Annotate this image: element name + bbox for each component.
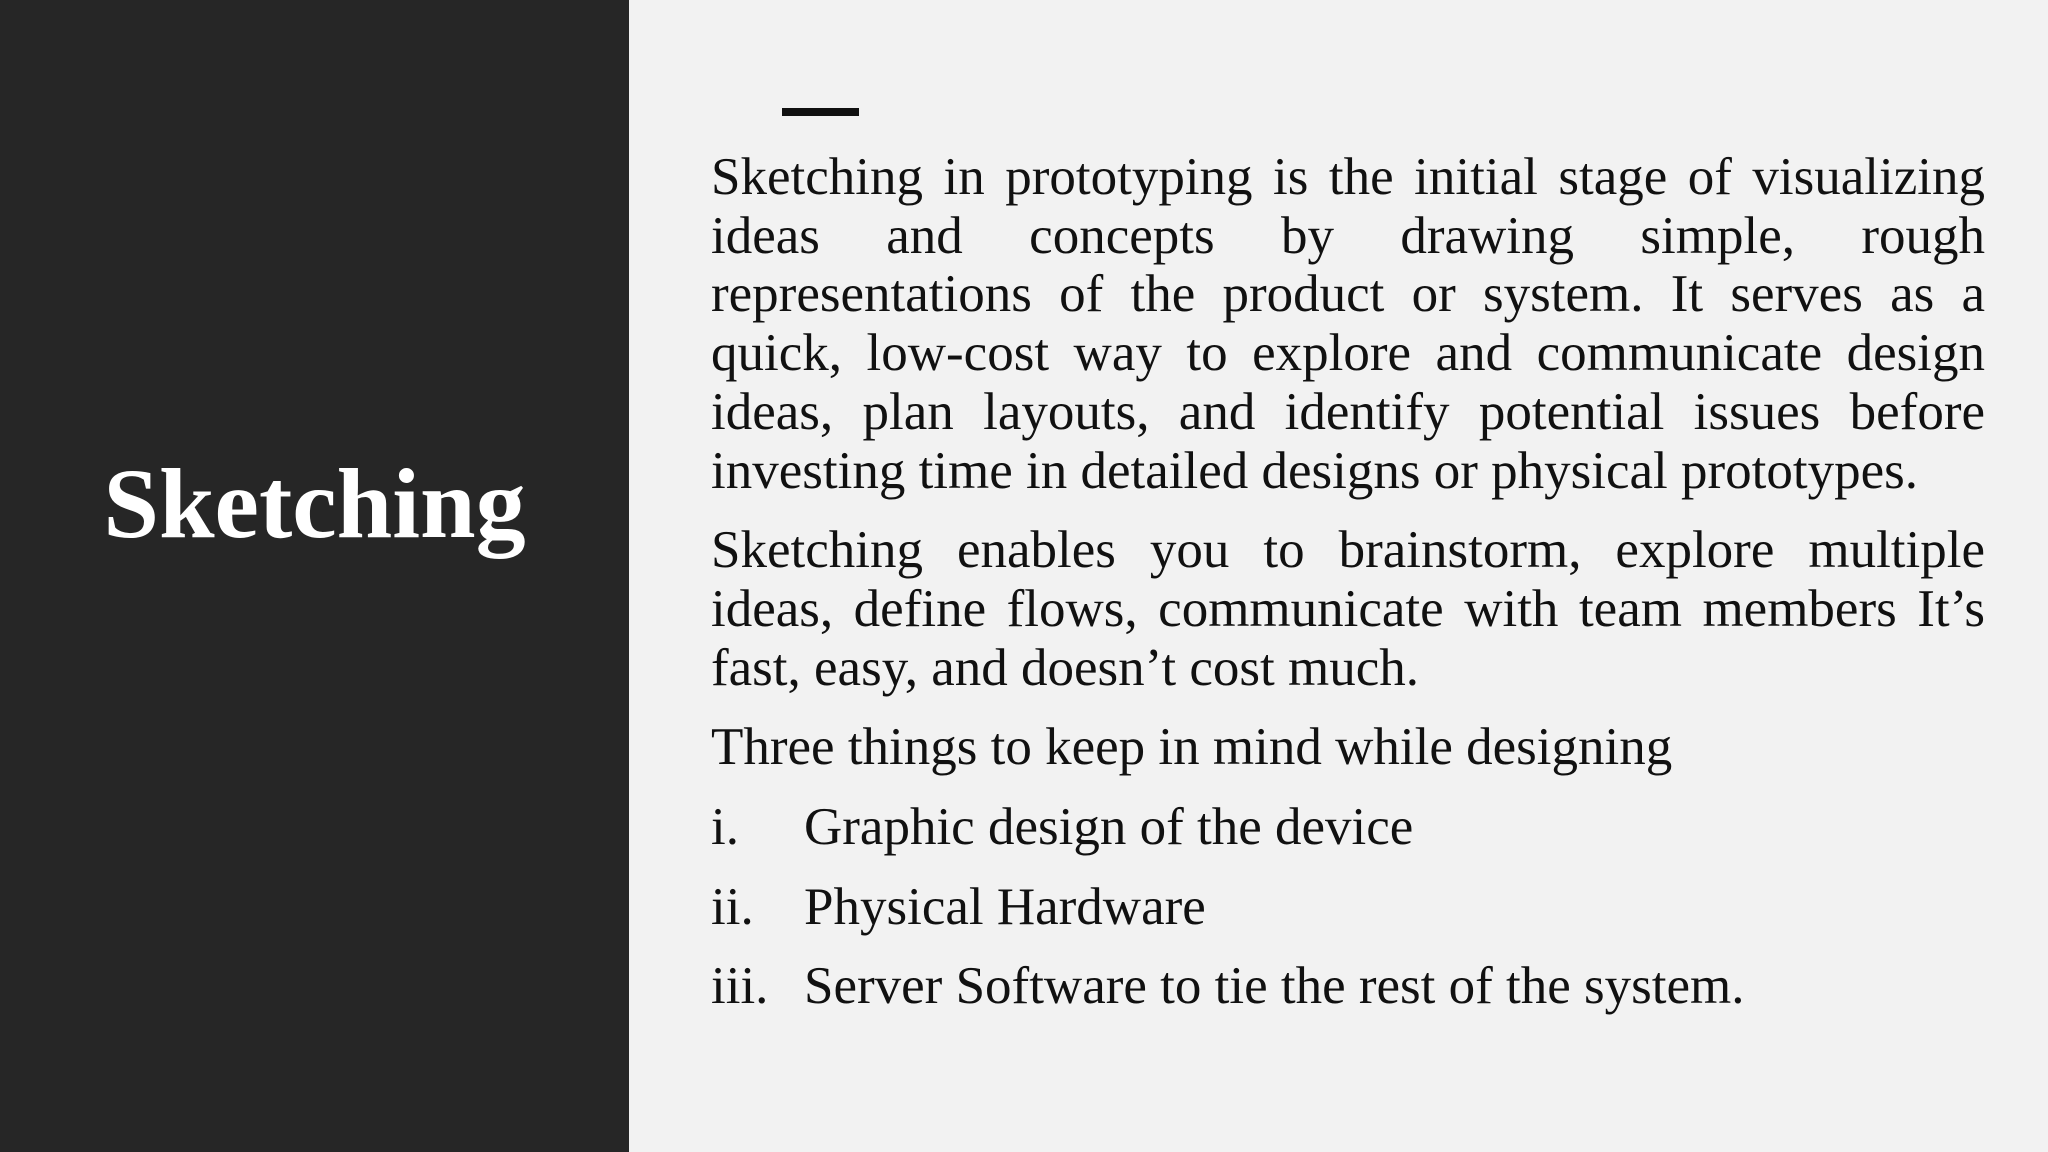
list-item-number: i.: [711, 798, 739, 857]
list-item-text: Physical Hardware: [804, 877, 1206, 936]
body-text: [711, 148, 1985, 1037]
list-item-text: Server Software to tie the rest of the system.: [804, 957, 1745, 1016]
slide-title: Sketching: [103, 448, 526, 559]
paragraph-benefits: Sketching enables you to brainstorm, explore multiple ideas, define flows, communicate with team members It’s fast, easy, and doesn’t cost much.: [711, 521, 1985, 697]
list-item: [711, 957, 1985, 1016]
list-item-number: ii.: [711, 877, 754, 936]
list-intro: Three things to keep in mind while designing: [711, 718, 1673, 777]
paragraph-definition: Sketching in prototyping is the initial stage of visualizing ideas and concepts by drawing simple, rough representations of the product or system. It serves as a quick, low-cost way to explore and communicate design ideas, plan layouts, and identify potential issues before investing time in detailed designs or physical prototypes.: [711, 148, 1985, 500]
accent-bar: [782, 108, 859, 116]
list-item: [711, 878, 1985, 937]
title-panel: [0, 0, 629, 1152]
list-item-number: iii.: [711, 957, 769, 1016]
list-item-text: Graphic design of the device: [804, 798, 1414, 857]
list-item: [711, 798, 1985, 857]
